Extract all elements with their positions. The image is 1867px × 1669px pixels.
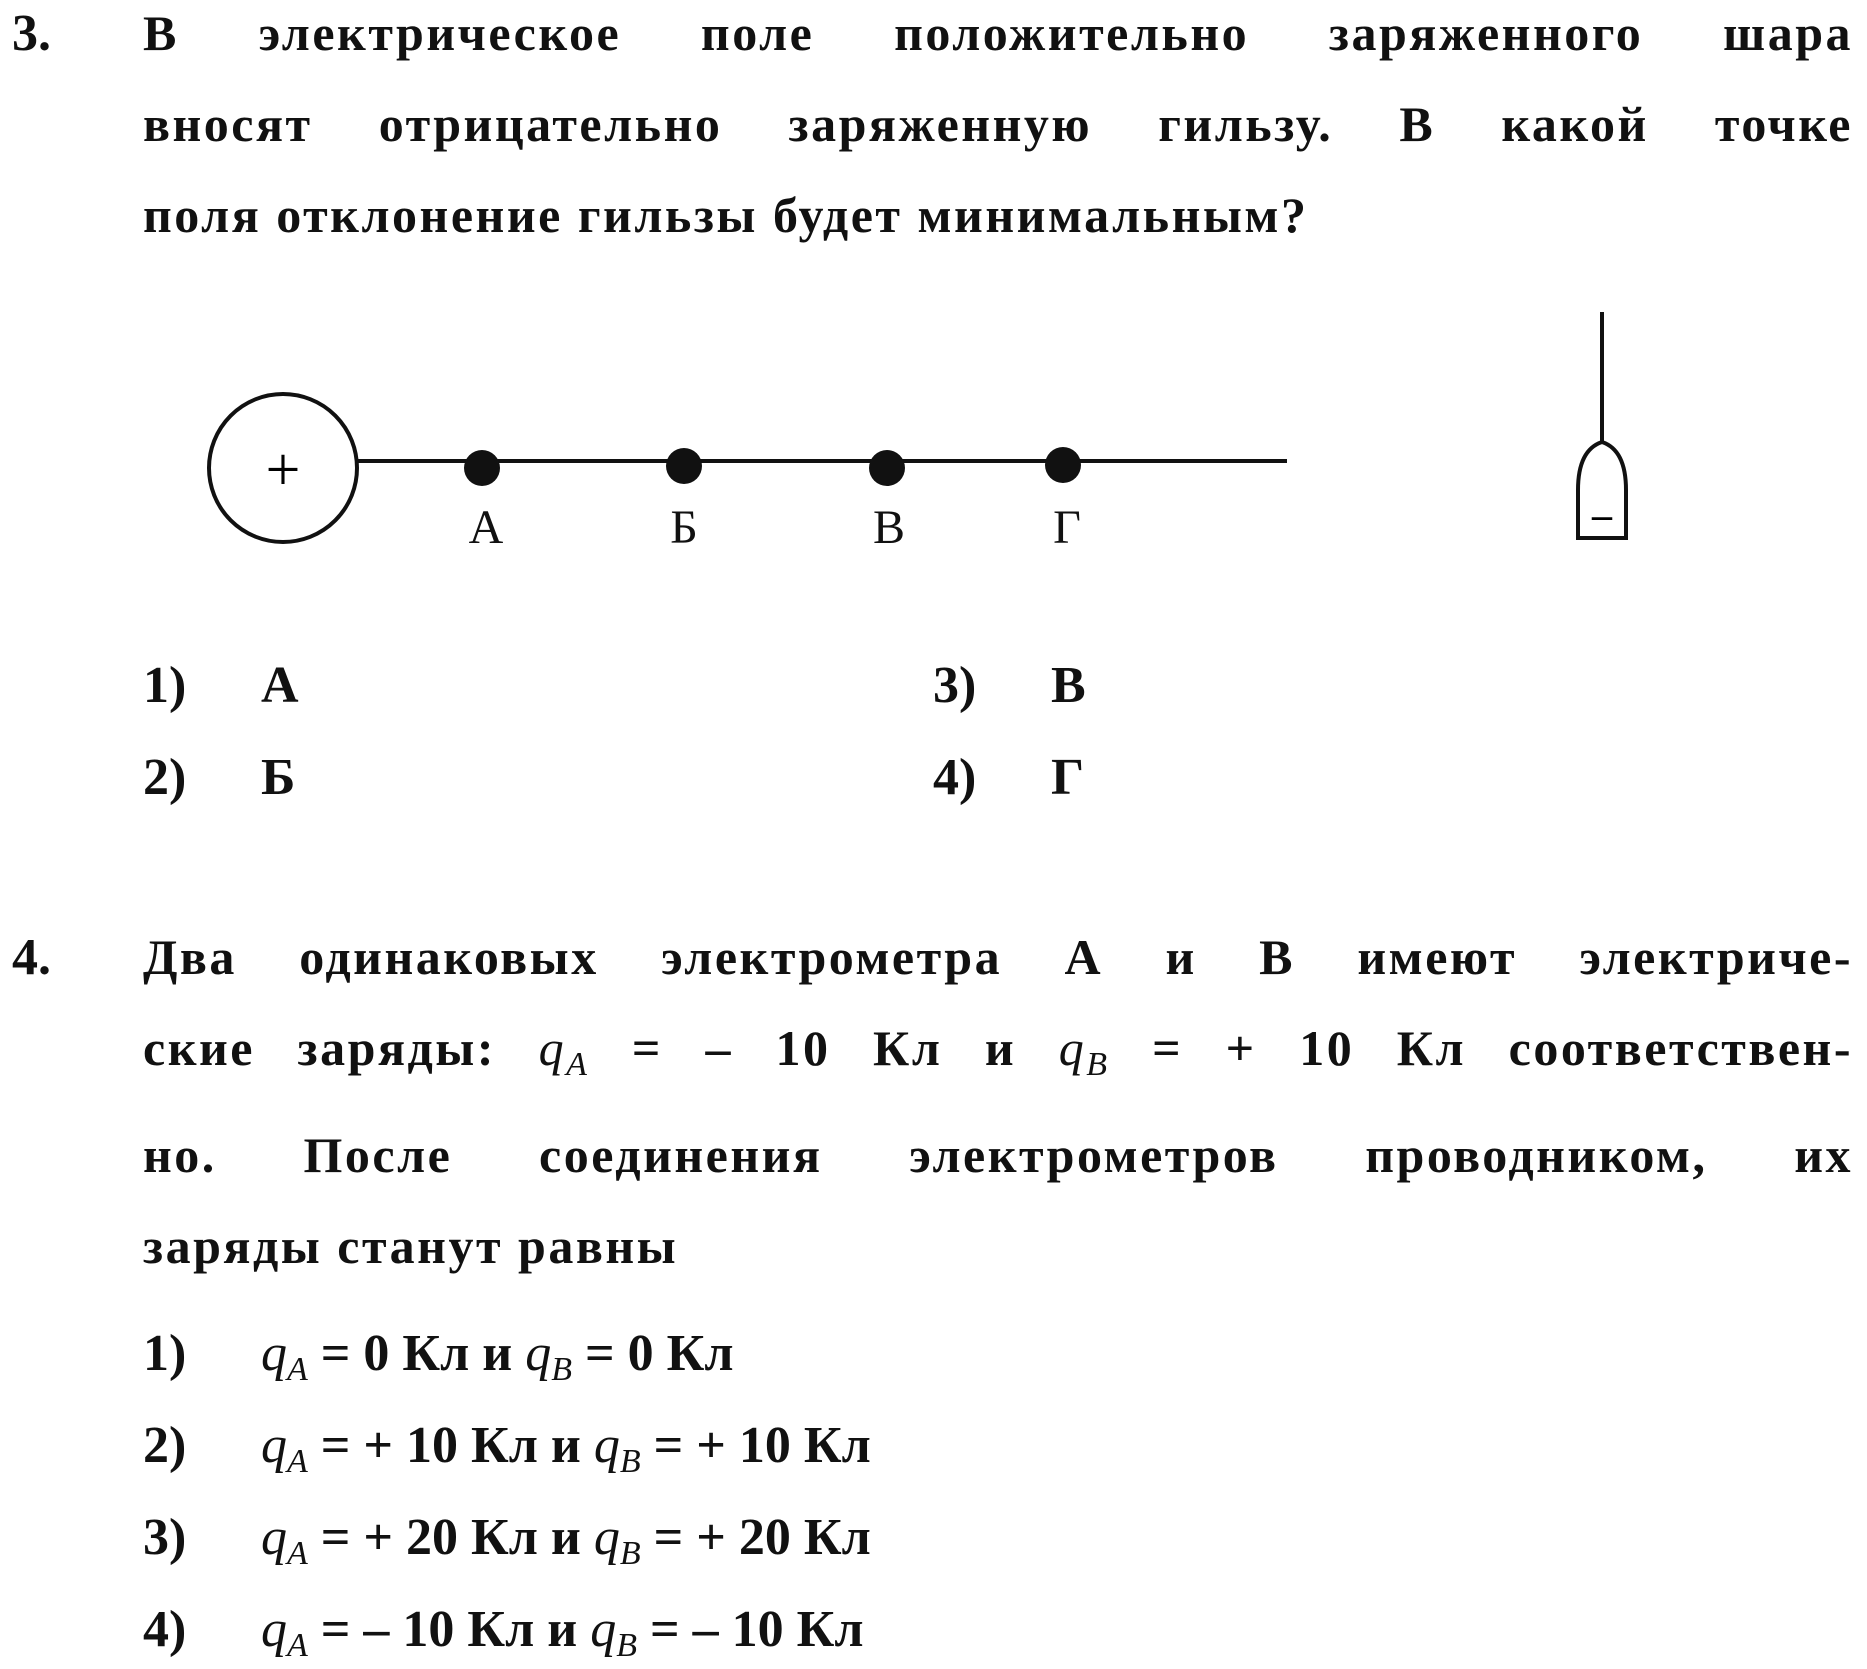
q3-option-4-text: Г (1051, 749, 1085, 806)
q4-option-4-number: 4) (143, 1601, 187, 1658)
q4-option-2[interactable] (143, 1417, 871, 1480)
q-symbol: q (261, 1325, 287, 1382)
q4-option-2-number: 2) (143, 1417, 187, 1474)
point-g (1045, 447, 1081, 554)
question-3-text (143, 0, 1853, 261)
q-symbol: q (590, 1601, 617, 1658)
q4-line-2-part-c: = + 10 Кл соответствен- (1109, 1020, 1854, 1076)
q3-option-3-number: 3) (933, 657, 977, 714)
q4-option-3-end: = + 20 Кл (640, 1509, 871, 1566)
question-3-line-1: В электрическое поле положительно заряженного шара (143, 5, 1853, 61)
q3-option-1[interactable] (143, 657, 299, 714)
question-4-text (143, 912, 1853, 1292)
positive-ball (209, 394, 357, 542)
q4-option-3-middle: = + 20 Кл и (307, 1509, 594, 1566)
q-subscript: A (287, 1535, 308, 1572)
q3-option-1-number: 1) (143, 657, 187, 714)
q-b-subscript: B (1086, 1046, 1110, 1083)
q4-option-1[interactable] (143, 1325, 734, 1388)
q4-option-3-number: 3) (143, 1509, 187, 1566)
q3-option-3[interactable] (933, 657, 1086, 714)
q3-option-2[interactable] (143, 749, 296, 806)
q4-line-2-part-a: ские заряды: (143, 1020, 539, 1076)
q4-option-4[interactable] (143, 1601, 864, 1664)
point-v (869, 450, 905, 554)
question-3-line-3: поля отклонение гильзы будет минимальным? (143, 187, 1309, 243)
q-symbol: q (261, 1601, 287, 1658)
q3-option-1-text: А (261, 657, 299, 714)
q4-option-1-end: = 0 Кл (572, 1325, 734, 1382)
question-4-line-1: Два одинаковых электрометра А и В имеют электриче- (143, 929, 1853, 985)
q-symbol: q (525, 1325, 552, 1382)
q-a-symbol: q (538, 1020, 567, 1076)
q3-option-4[interactable] (933, 749, 1085, 806)
question-4-line-2 (143, 1003, 1853, 1110)
point-a (464, 450, 504, 554)
q-subscript: B (551, 1351, 573, 1388)
q-subscript: B (616, 1627, 638, 1664)
point-g-label: Г (1053, 501, 1081, 554)
q3-option-3-text: В (1051, 657, 1086, 714)
q4-line-2-part-b: = – 10 Кл и (589, 1020, 1059, 1076)
q3-option-2-text: Б (261, 749, 296, 806)
q-subscript: A (287, 1443, 308, 1480)
sleeve-minus-sign: – (1592, 492, 1612, 537)
q-symbol: q (593, 1417, 620, 1474)
q4-option-2-middle: = + 10 Кл и (307, 1417, 594, 1474)
q-subscript: A (287, 1627, 308, 1664)
q-subscript: A (287, 1351, 308, 1388)
point-b (666, 448, 702, 554)
q4-option-2-end: = + 10 Кл (640, 1417, 871, 1474)
q4-option-4-end: = – 10 Кл (637, 1601, 864, 1658)
question-3-line-2: вносят отрицательно заряженную гильзу. В какой точке (143, 96, 1853, 152)
q-symbol: q (593, 1509, 620, 1566)
question-4-line-3: но. После соединения электрометров проводником, их (143, 1127, 1853, 1183)
q4-option-3[interactable] (143, 1509, 871, 1572)
q3-option-2-number: 2) (143, 749, 187, 806)
negative-sleeve (1578, 312, 1626, 538)
q-symbol: q (261, 1509, 287, 1566)
q-subscript: B (619, 1535, 641, 1572)
question-4-number: 4. (12, 929, 51, 986)
q4-option-1-number: 1) (143, 1325, 187, 1382)
q4-option-4-middle: = – 10 Кл и (307, 1601, 591, 1658)
charged-ball-figure (0, 290, 1867, 620)
point-a-label: А (468, 501, 504, 554)
question-4-line-4: заряды станут равны (143, 1218, 679, 1274)
point-b-label: Б (670, 501, 698, 554)
q-subscript: B (619, 1443, 641, 1480)
ball-plus-sign: + (265, 436, 301, 504)
q3-option-4-number: 4) (933, 749, 977, 806)
q-symbol: q (261, 1417, 287, 1474)
q-b-symbol: q (1058, 1020, 1087, 1076)
question-3-number: 3. (12, 5, 51, 62)
point-v-label: В (872, 501, 906, 554)
q4-option-1-middle: = 0 Кл и (307, 1325, 526, 1382)
q-a-subscript: A (566, 1046, 590, 1083)
